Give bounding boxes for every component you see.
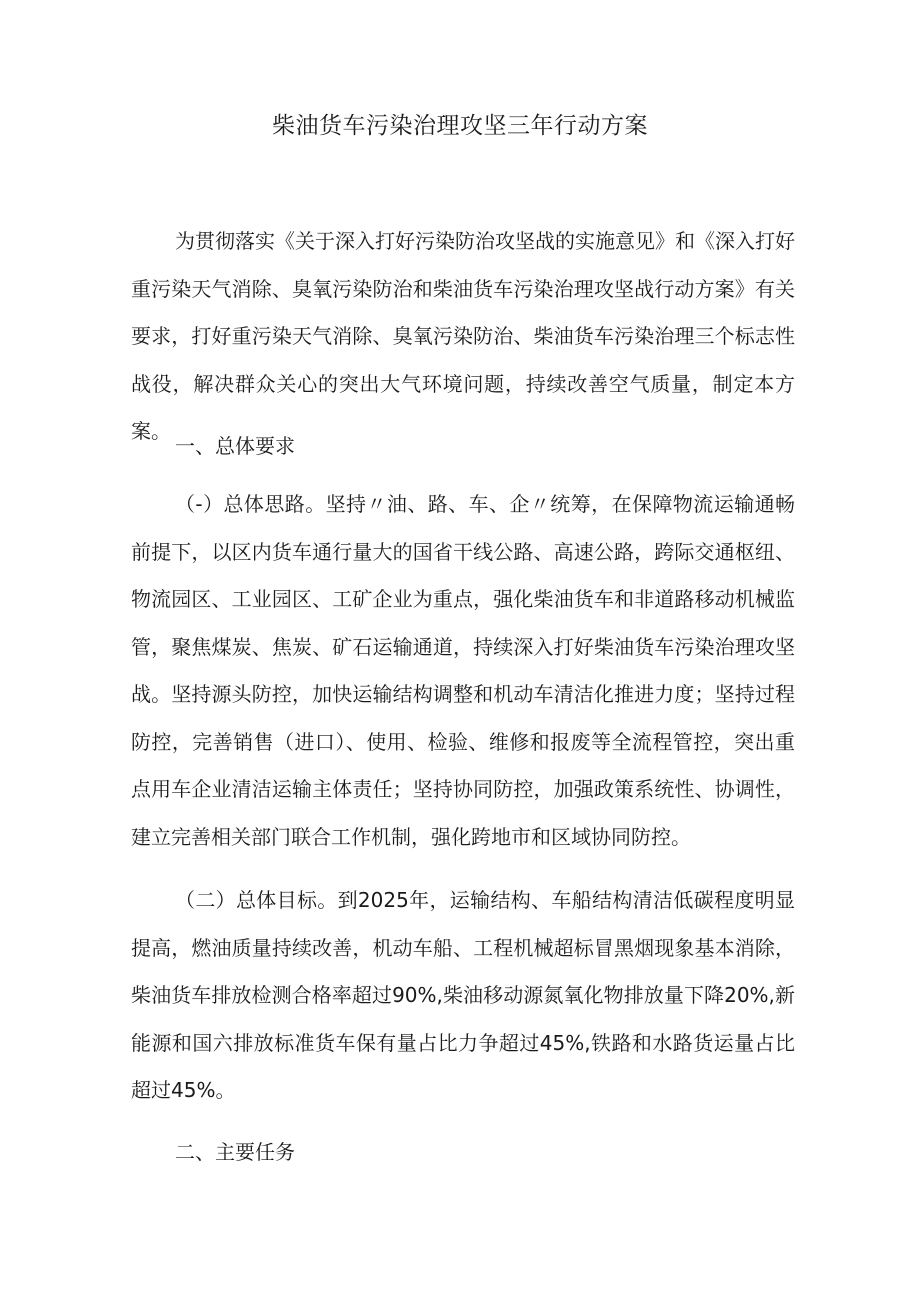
section-heading-main-tasks: 二、主要任务 — [175, 1140, 295, 1164]
section-heading-overall-requirements: 一、总体要求 — [175, 434, 295, 458]
intro-paragraph: 为贯彻落实《关于深入打好污染防治攻坚战的实施意见》和《深入打好重污染天气消除、臭氧污染防治和柴油货车污染治理攻坚战行动方案》有关要求，打好重污染天气消除、臭氧污染防治、柴油货车污染治理三个标志性战役，解决群众关心的突出大气环境问题，持续改善空气质量，制定本方案。 — [131, 229, 795, 443]
document-title: 柴油货车污染治理攻坚三年行动方案 — [272, 113, 648, 139]
paragraph-overall-approach: （-）总体思路。坚持〃油、路、车、企〃统筹，在保障物流运输通畅前提下，以区内货车通行量大的国省干线公路、高速公路，跨际交通枢纽、物流园区、工业园区、工矿企业为重点，强化柴油货车和非道路移动机械监管，聚焦煤炭、焦炭、矿石运输通道，持续深入打好柴油货车污染治理攻坚战。坚持源头防控，加快运输结构调整和机动车清洁化推进力度；坚持过程防控，完善销售（进口）、使用、检验、维修和报废等全流程管控，突出重点用车企业清洁运输主体责任；坚持协同防控，加强政策系统性、协调性，建立完善相关部门联合工作机制，强化跨地市和区域协同防控。 — [131, 492, 795, 849]
paragraph-overall-goals: （二）总体目标。到2025年，运输结构、车船结构清洁低碳程度明显提高，燃油质量持续改善，机动车船、工程机械超标冒黑烟现象基本消除，柴油货车排放检测合格率超过90%,柴油移动源氮氧化物排放量下降20%,新能源和国六排放标准货车保有量占比力争超过45%,铁路和水路货运量占比超过45%。 — [131, 888, 795, 1102]
